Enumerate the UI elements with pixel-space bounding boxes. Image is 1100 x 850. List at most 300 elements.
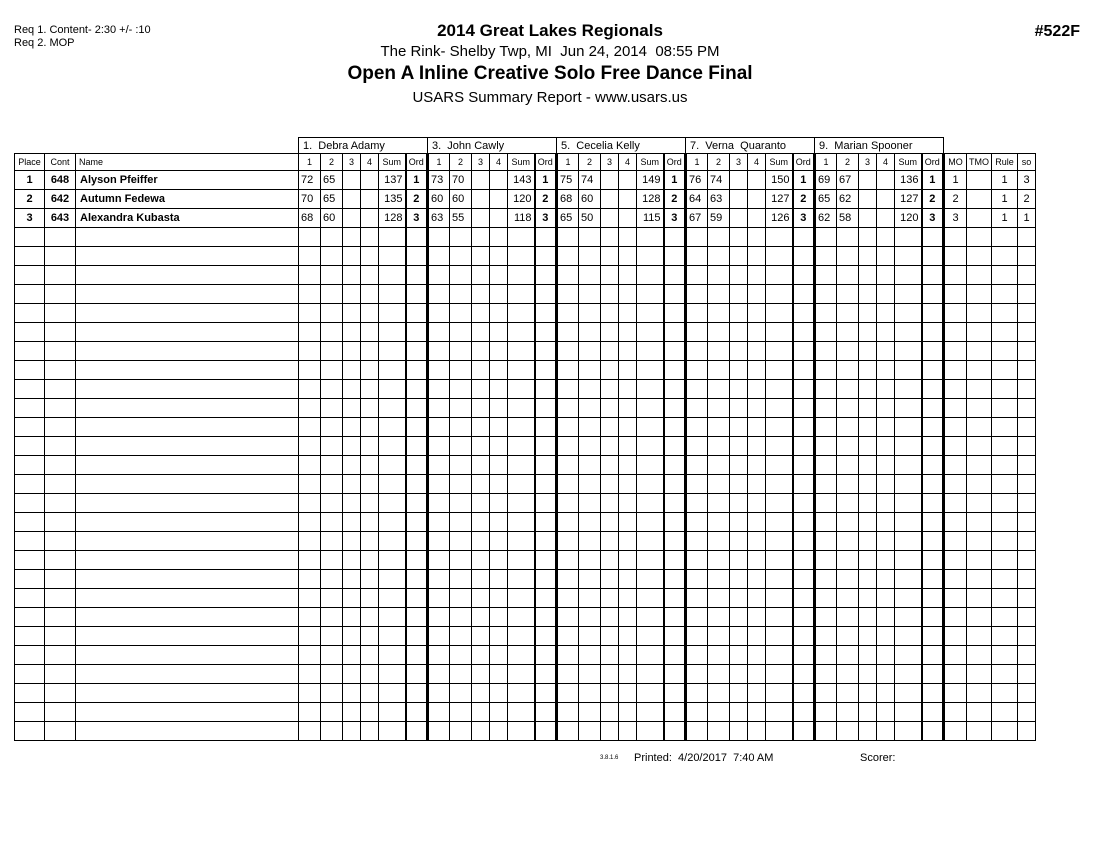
sum-cell <box>637 646 664 665</box>
score-cell <box>859 627 877 646</box>
score-cell <box>361 361 379 380</box>
ord-cell <box>535 304 557 323</box>
score-cell <box>472 361 490 380</box>
place-cell <box>15 247 45 266</box>
score-cell <box>557 437 579 456</box>
tmo-cell <box>967 437 992 456</box>
score-cell <box>837 589 859 608</box>
ord-cell <box>922 456 944 475</box>
ord-cell <box>793 228 815 247</box>
score-cell <box>450 247 472 266</box>
sum-cell <box>379 456 406 475</box>
score-cell <box>321 228 343 247</box>
score-cell <box>472 665 490 684</box>
score-cell: 63 <box>428 209 450 228</box>
score-cell <box>859 247 877 266</box>
sum-cell <box>766 361 793 380</box>
sum-cell <box>895 703 922 722</box>
score-cell <box>557 418 579 437</box>
ord-cell <box>664 380 686 399</box>
ord-cell <box>793 646 815 665</box>
score-cell <box>428 684 450 703</box>
score-cell <box>428 494 450 513</box>
score-cell <box>837 532 859 551</box>
score-cell <box>859 589 877 608</box>
score-cell <box>748 228 766 247</box>
place-cell <box>15 494 45 513</box>
score-cell <box>708 494 730 513</box>
score-cell <box>579 475 601 494</box>
score-cell <box>490 304 508 323</box>
sum-cell <box>766 247 793 266</box>
score-cell <box>490 209 508 228</box>
score-cell <box>450 589 472 608</box>
place-cell <box>15 456 45 475</box>
score-cell <box>450 646 472 665</box>
ord-cell <box>793 665 815 684</box>
empty-table-row <box>15 589 1036 608</box>
ord-cell <box>535 551 557 570</box>
sum-cell: 150 <box>766 171 793 190</box>
ord-cell <box>406 703 428 722</box>
ord-cell: 1 <box>793 171 815 190</box>
score-cell <box>815 380 837 399</box>
score-cell <box>748 532 766 551</box>
score-cell <box>557 646 579 665</box>
score-cell <box>579 418 601 437</box>
ord-cell <box>664 665 686 684</box>
sum-cell: 143 <box>508 171 535 190</box>
ord-cell <box>406 494 428 513</box>
score-cell <box>601 285 619 304</box>
ord-cell <box>406 646 428 665</box>
score-cell <box>708 228 730 247</box>
place-cell <box>15 228 45 247</box>
score-cell <box>299 703 321 722</box>
score-cell <box>490 380 508 399</box>
mo-cell <box>944 475 967 494</box>
sum-cell <box>508 608 535 627</box>
place-cell <box>15 627 45 646</box>
ord-cell: 2 <box>406 190 428 209</box>
score-cell <box>859 380 877 399</box>
score-cell <box>877 684 895 703</box>
ord-cell <box>793 475 815 494</box>
rule-cell <box>992 627 1018 646</box>
place-cell <box>15 380 45 399</box>
rule-cell <box>992 532 1018 551</box>
ord-cell <box>406 285 428 304</box>
score-cell <box>748 722 766 741</box>
sum-cell <box>895 399 922 418</box>
score-cell <box>472 323 490 342</box>
ord-cell <box>793 304 815 323</box>
score-cell <box>748 703 766 722</box>
score-cell <box>859 323 877 342</box>
sum-cell <box>895 437 922 456</box>
score-cell <box>299 665 321 684</box>
score-cell <box>343 456 361 475</box>
rule-cell <box>992 228 1018 247</box>
score-cell <box>601 475 619 494</box>
competition-title: 2014 Great Lakes Regionals <box>437 21 663 40</box>
score-cell: 67 <box>837 171 859 190</box>
score-cell <box>579 228 601 247</box>
score-cell <box>557 570 579 589</box>
score-cell <box>428 437 450 456</box>
score-cell <box>837 418 859 437</box>
score-cell <box>877 627 895 646</box>
rule-cell: 1 <box>992 190 1018 209</box>
name-cell <box>76 608 299 627</box>
cont-cell <box>45 247 76 266</box>
score-cell <box>748 570 766 589</box>
score-cell <box>321 494 343 513</box>
cont-cell <box>45 665 76 684</box>
sum-cell <box>895 513 922 532</box>
score-cell <box>490 627 508 646</box>
score-cell <box>299 437 321 456</box>
score-cell <box>859 171 877 190</box>
score-cell <box>748 589 766 608</box>
score-cell <box>730 570 748 589</box>
name-cell <box>76 323 299 342</box>
score-cell <box>299 494 321 513</box>
score-cell <box>490 722 508 741</box>
sum-cell <box>508 437 535 456</box>
score-cell <box>450 361 472 380</box>
score-cell <box>321 608 343 627</box>
score-cell <box>619 570 637 589</box>
score-cell <box>708 304 730 323</box>
cont-cell <box>45 342 76 361</box>
score-cell <box>730 399 748 418</box>
score-cell <box>815 608 837 627</box>
sum-cell <box>508 247 535 266</box>
score-cell <box>579 684 601 703</box>
score-cell <box>557 627 579 646</box>
score-cell <box>877 456 895 475</box>
score-cell <box>321 513 343 532</box>
sum-cell <box>637 304 664 323</box>
ord-cell <box>922 722 944 741</box>
mo-cell <box>944 608 967 627</box>
score-cell <box>361 171 379 190</box>
score-cell <box>343 532 361 551</box>
score-cell <box>361 570 379 589</box>
score-cell <box>472 285 490 304</box>
score-cell <box>361 437 379 456</box>
score-cell <box>579 323 601 342</box>
ord-cell <box>793 418 815 437</box>
cont-cell <box>45 551 76 570</box>
score-cell <box>859 361 877 380</box>
score-cell <box>299 646 321 665</box>
sum-cell <box>508 646 535 665</box>
ord-cell <box>922 342 944 361</box>
score-cell <box>490 456 508 475</box>
score-cell <box>730 589 748 608</box>
score-cell <box>450 665 472 684</box>
ord-cell <box>535 627 557 646</box>
ord-cell <box>793 608 815 627</box>
score-cell <box>619 646 637 665</box>
empty-table-row <box>15 399 1036 418</box>
score-cell <box>299 570 321 589</box>
score-cell <box>490 361 508 380</box>
sum-cell <box>637 513 664 532</box>
score-cell <box>343 570 361 589</box>
place-cell <box>15 266 45 285</box>
ord-cell <box>922 513 944 532</box>
so-cell <box>1018 570 1036 589</box>
score-cell <box>686 627 708 646</box>
ord-cell <box>406 665 428 684</box>
col-header-ord: Ord <box>922 154 944 171</box>
rule-cell <box>992 475 1018 494</box>
score-cell <box>450 475 472 494</box>
tmo-cell <box>967 266 992 285</box>
cont-cell <box>45 570 76 589</box>
score-cell <box>321 684 343 703</box>
mo-cell <box>944 228 967 247</box>
score-cell <box>708 703 730 722</box>
sum-cell <box>766 646 793 665</box>
score-cell <box>730 304 748 323</box>
ord-cell: 2 <box>535 190 557 209</box>
score-cell <box>557 475 579 494</box>
score-cell <box>601 627 619 646</box>
empty-table-row <box>15 247 1036 266</box>
score-cell <box>748 342 766 361</box>
score-cell <box>859 703 877 722</box>
score-cell <box>428 513 450 532</box>
ord-cell <box>922 228 944 247</box>
ord-cell <box>664 285 686 304</box>
score-cell <box>490 513 508 532</box>
score-cell <box>472 627 490 646</box>
cont-cell <box>45 722 76 741</box>
score-cell <box>877 209 895 228</box>
name-cell <box>76 703 299 722</box>
mo-cell <box>944 513 967 532</box>
score-cell <box>877 304 895 323</box>
score-cell <box>579 570 601 589</box>
ord-cell <box>793 627 815 646</box>
rule-cell <box>992 285 1018 304</box>
score-cell <box>877 646 895 665</box>
place-cell <box>15 304 45 323</box>
score-cell <box>472 456 490 475</box>
score-cell <box>877 494 895 513</box>
score-cell <box>815 342 837 361</box>
score-table <box>14 137 1036 741</box>
sum-cell <box>379 627 406 646</box>
col-header-1: 1 <box>428 154 450 171</box>
sum-cell <box>895 456 922 475</box>
ord-cell <box>664 304 686 323</box>
sum-cell <box>508 228 535 247</box>
score-cell <box>321 285 343 304</box>
sum-cell <box>766 570 793 589</box>
score-cell <box>490 171 508 190</box>
tmo-cell <box>967 570 992 589</box>
tmo-cell <box>967 532 992 551</box>
sum-cell <box>766 627 793 646</box>
score-cell <box>343 722 361 741</box>
score-cell <box>708 684 730 703</box>
score-cell <box>557 589 579 608</box>
cont-cell <box>45 532 76 551</box>
ord-cell <box>664 684 686 703</box>
mo-cell <box>944 361 967 380</box>
score-cell <box>450 627 472 646</box>
score-cell <box>686 266 708 285</box>
ord-cell <box>664 475 686 494</box>
score-cell <box>619 171 637 190</box>
score-cell <box>472 494 490 513</box>
score-cell <box>601 437 619 456</box>
score-cell <box>579 665 601 684</box>
score-cell <box>877 418 895 437</box>
score-cell <box>361 342 379 361</box>
col-header-2: 2 <box>708 154 730 171</box>
score-cell <box>472 266 490 285</box>
mo-cell <box>944 570 967 589</box>
mo-cell <box>944 532 967 551</box>
place-cell <box>15 513 45 532</box>
score-cell <box>490 665 508 684</box>
score-cell <box>686 323 708 342</box>
empty-table-row <box>15 304 1036 323</box>
score-cell <box>490 494 508 513</box>
ord-cell <box>406 437 428 456</box>
sum-cell <box>637 399 664 418</box>
score-cell <box>837 570 859 589</box>
score-cell <box>428 532 450 551</box>
tmo-cell <box>967 209 992 228</box>
sum-cell <box>637 361 664 380</box>
rule-cell <box>992 456 1018 475</box>
header-spacer-right <box>944 138 1036 154</box>
col-header-1: 1 <box>686 154 708 171</box>
req-line-1: Req 1. Content- 2:30 +/- :10 <box>14 24 151 36</box>
score-cell <box>428 399 450 418</box>
sum-cell <box>637 494 664 513</box>
col-header-so: so <box>1018 154 1036 171</box>
score-cell <box>472 209 490 228</box>
name-cell <box>76 437 299 456</box>
score-cell <box>730 722 748 741</box>
sum-cell <box>379 608 406 627</box>
ord-cell <box>922 285 944 304</box>
tmo-cell <box>967 380 992 399</box>
score-cell <box>490 475 508 494</box>
score-cell <box>472 570 490 589</box>
sum-cell <box>379 646 406 665</box>
score-cell <box>748 475 766 494</box>
score-cell <box>730 456 748 475</box>
sum-cell <box>766 342 793 361</box>
ord-cell <box>664 342 686 361</box>
sum-cell <box>766 399 793 418</box>
sum-cell <box>508 418 535 437</box>
score-cell: 58 <box>837 209 859 228</box>
event-title: Open A Inline Creative Solo Free Dance Final <box>347 63 753 84</box>
score-cell <box>877 361 895 380</box>
score-cell <box>619 247 637 266</box>
ord-cell <box>664 513 686 532</box>
score-cell <box>877 190 895 209</box>
score-cell <box>730 285 748 304</box>
score-cell <box>472 228 490 247</box>
mo-cell <box>944 722 967 741</box>
rule-cell <box>992 361 1018 380</box>
score-cell <box>815 684 837 703</box>
sum-cell <box>637 627 664 646</box>
venue-line: The Rink- Shelby Twp, MI Jun 24, 2014 08:55 PM <box>380 43 720 60</box>
so-cell <box>1018 608 1036 627</box>
sum-cell <box>637 570 664 589</box>
score-cell <box>748 551 766 570</box>
score-cell <box>557 399 579 418</box>
sum-cell <box>637 247 664 266</box>
col-header-4: 4 <box>748 154 766 171</box>
sum-cell <box>379 285 406 304</box>
req-line-2: Req 2. MOP <box>14 37 75 49</box>
score-cell <box>877 285 895 304</box>
rule-cell <box>992 665 1018 684</box>
score-cell <box>601 589 619 608</box>
sum-cell <box>766 323 793 342</box>
so-cell <box>1018 399 1036 418</box>
sum-cell <box>895 247 922 266</box>
score-cell <box>686 380 708 399</box>
score-cell <box>686 285 708 304</box>
sum-cell <box>766 456 793 475</box>
score-cell <box>877 703 895 722</box>
score-cell <box>428 323 450 342</box>
empty-table-row <box>15 361 1036 380</box>
score-cell <box>837 551 859 570</box>
name-cell <box>76 513 299 532</box>
ord-cell <box>406 608 428 627</box>
score-cell <box>299 323 321 342</box>
score-cell <box>472 513 490 532</box>
ord-cell <box>664 646 686 665</box>
score-cell <box>557 285 579 304</box>
score-cell <box>343 665 361 684</box>
score-cell <box>708 380 730 399</box>
score-cell <box>428 570 450 589</box>
judge-name-header: 5. Cecelia Kelly <box>557 138 686 154</box>
score-cell <box>490 646 508 665</box>
cont-cell <box>45 380 76 399</box>
score-cell <box>472 247 490 266</box>
sum-cell <box>379 323 406 342</box>
ord-cell <box>535 722 557 741</box>
score-cell <box>361 228 379 247</box>
ord-cell <box>406 380 428 399</box>
so-cell <box>1018 703 1036 722</box>
score-cell <box>579 380 601 399</box>
score-cell <box>619 342 637 361</box>
score-cell <box>299 684 321 703</box>
place-cell <box>15 285 45 304</box>
score-cell <box>361 475 379 494</box>
score-cell <box>877 247 895 266</box>
ord-cell <box>922 247 944 266</box>
